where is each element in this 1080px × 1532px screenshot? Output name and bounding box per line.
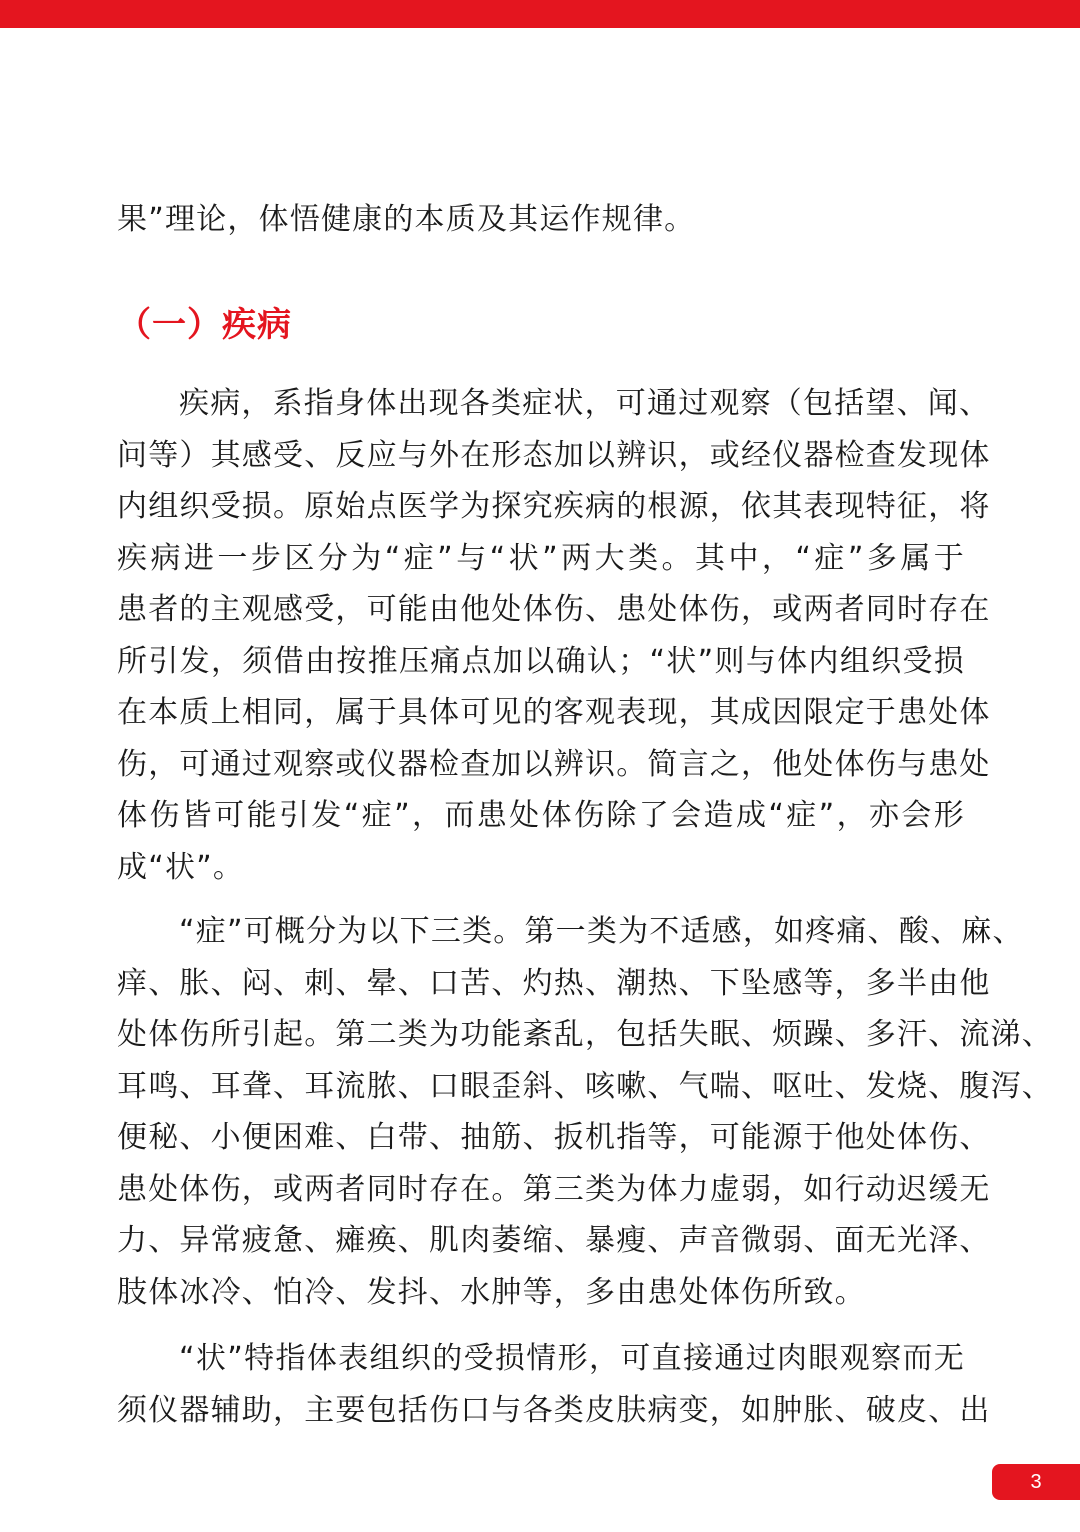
text-line: 患处体伤，或两者同时存在。第三类为体力虚弱，如行动迟缓无 (117, 1171, 991, 1207)
text-line: 耳鸣、耳聋、耳流脓、口眼歪斜、咳嗽、气喘、呕吐、发烧、腹泻、 (117, 1068, 1053, 1104)
text-line: 在本质上相同，属于具体可见的客观表现，其成因限定于患处体 (117, 695, 991, 730)
text-line: 疾病，系指身体出现各类症状，可通过观察（包括望、闻、 (179, 386, 991, 421)
text-line: 所引发，须借由按推压痛点加以确认；“状”则与体内组织受损 (117, 643, 965, 679)
page-number-badge: 3 (992, 1464, 1080, 1500)
text-line: 果”理论，体悟健康的本质及其运作规律。 (117, 202, 696, 237)
top-accent-bar (0, 0, 1080, 28)
text-line: “症”可概分为以下三类。第一类为不适感，如疼痛、酸、麻、 (179, 914, 1024, 949)
text-line: 内组织受损。原始点医学为探究疾病的根源，依其表现特征，将 (117, 489, 991, 524)
text-line: 患者的主观感受，可能由他处体伤、患处体伤，或两者同时存在 (117, 592, 991, 627)
text-line: 肢体冰冷、怕冷、发抖、水肿等，多由患处体伤所致。 (117, 1274, 866, 1310)
text-line: 便秘、小便困难、白带、抽筋、扳机指等，可能源于他处体伤、 (117, 1120, 991, 1155)
section-heading: （一）疾病 (117, 305, 292, 345)
paragraph-sign-definition (117, 1333, 991, 1436)
text-line: 体伤皆可能引发“症”，而患处体伤除了会造成“症”，亦会形 (117, 798, 965, 833)
paragraph-symptom-categories (117, 906, 1053, 1318)
text-line: “状”特指体表组织的受损情形，可直接通过肉眼观察而无 (179, 1341, 965, 1376)
text-line: 疾病进一步区分为“症”与“状”两大类。其中，“症”多属于 (117, 540, 965, 576)
continuation-paragraph (117, 194, 965, 246)
text-line: 痒、胀、闷、刺、晕、口苦、灼热、潮热、下坠感等，多半由他 (117, 965, 991, 1001)
text-line: 成“状”。 (117, 849, 245, 885)
text-line: 处体伤所引起。第二类为功能紊乱，包括失眠、烦躁、多汗、流涕、 (117, 1017, 1053, 1052)
text-line: 力、异常疲惫、瘫痪、肌肉萎缩、暴瘦、声音微弱、面无光泽、 (117, 1223, 991, 1258)
text-line: 问等）其感受、反应与外在形态加以辨识，或经仪器检查发现体 (117, 437, 991, 473)
paragraph-disease-definition (117, 378, 991, 893)
text-line: 须仪器辅助，主要包括伤口与各类皮肤病变，如肿胀、破皮、出 (117, 1392, 991, 1428)
text-line: 伤，可通过观察或仪器检查加以辨识。简言之，他处体伤与患处 (117, 746, 991, 782)
